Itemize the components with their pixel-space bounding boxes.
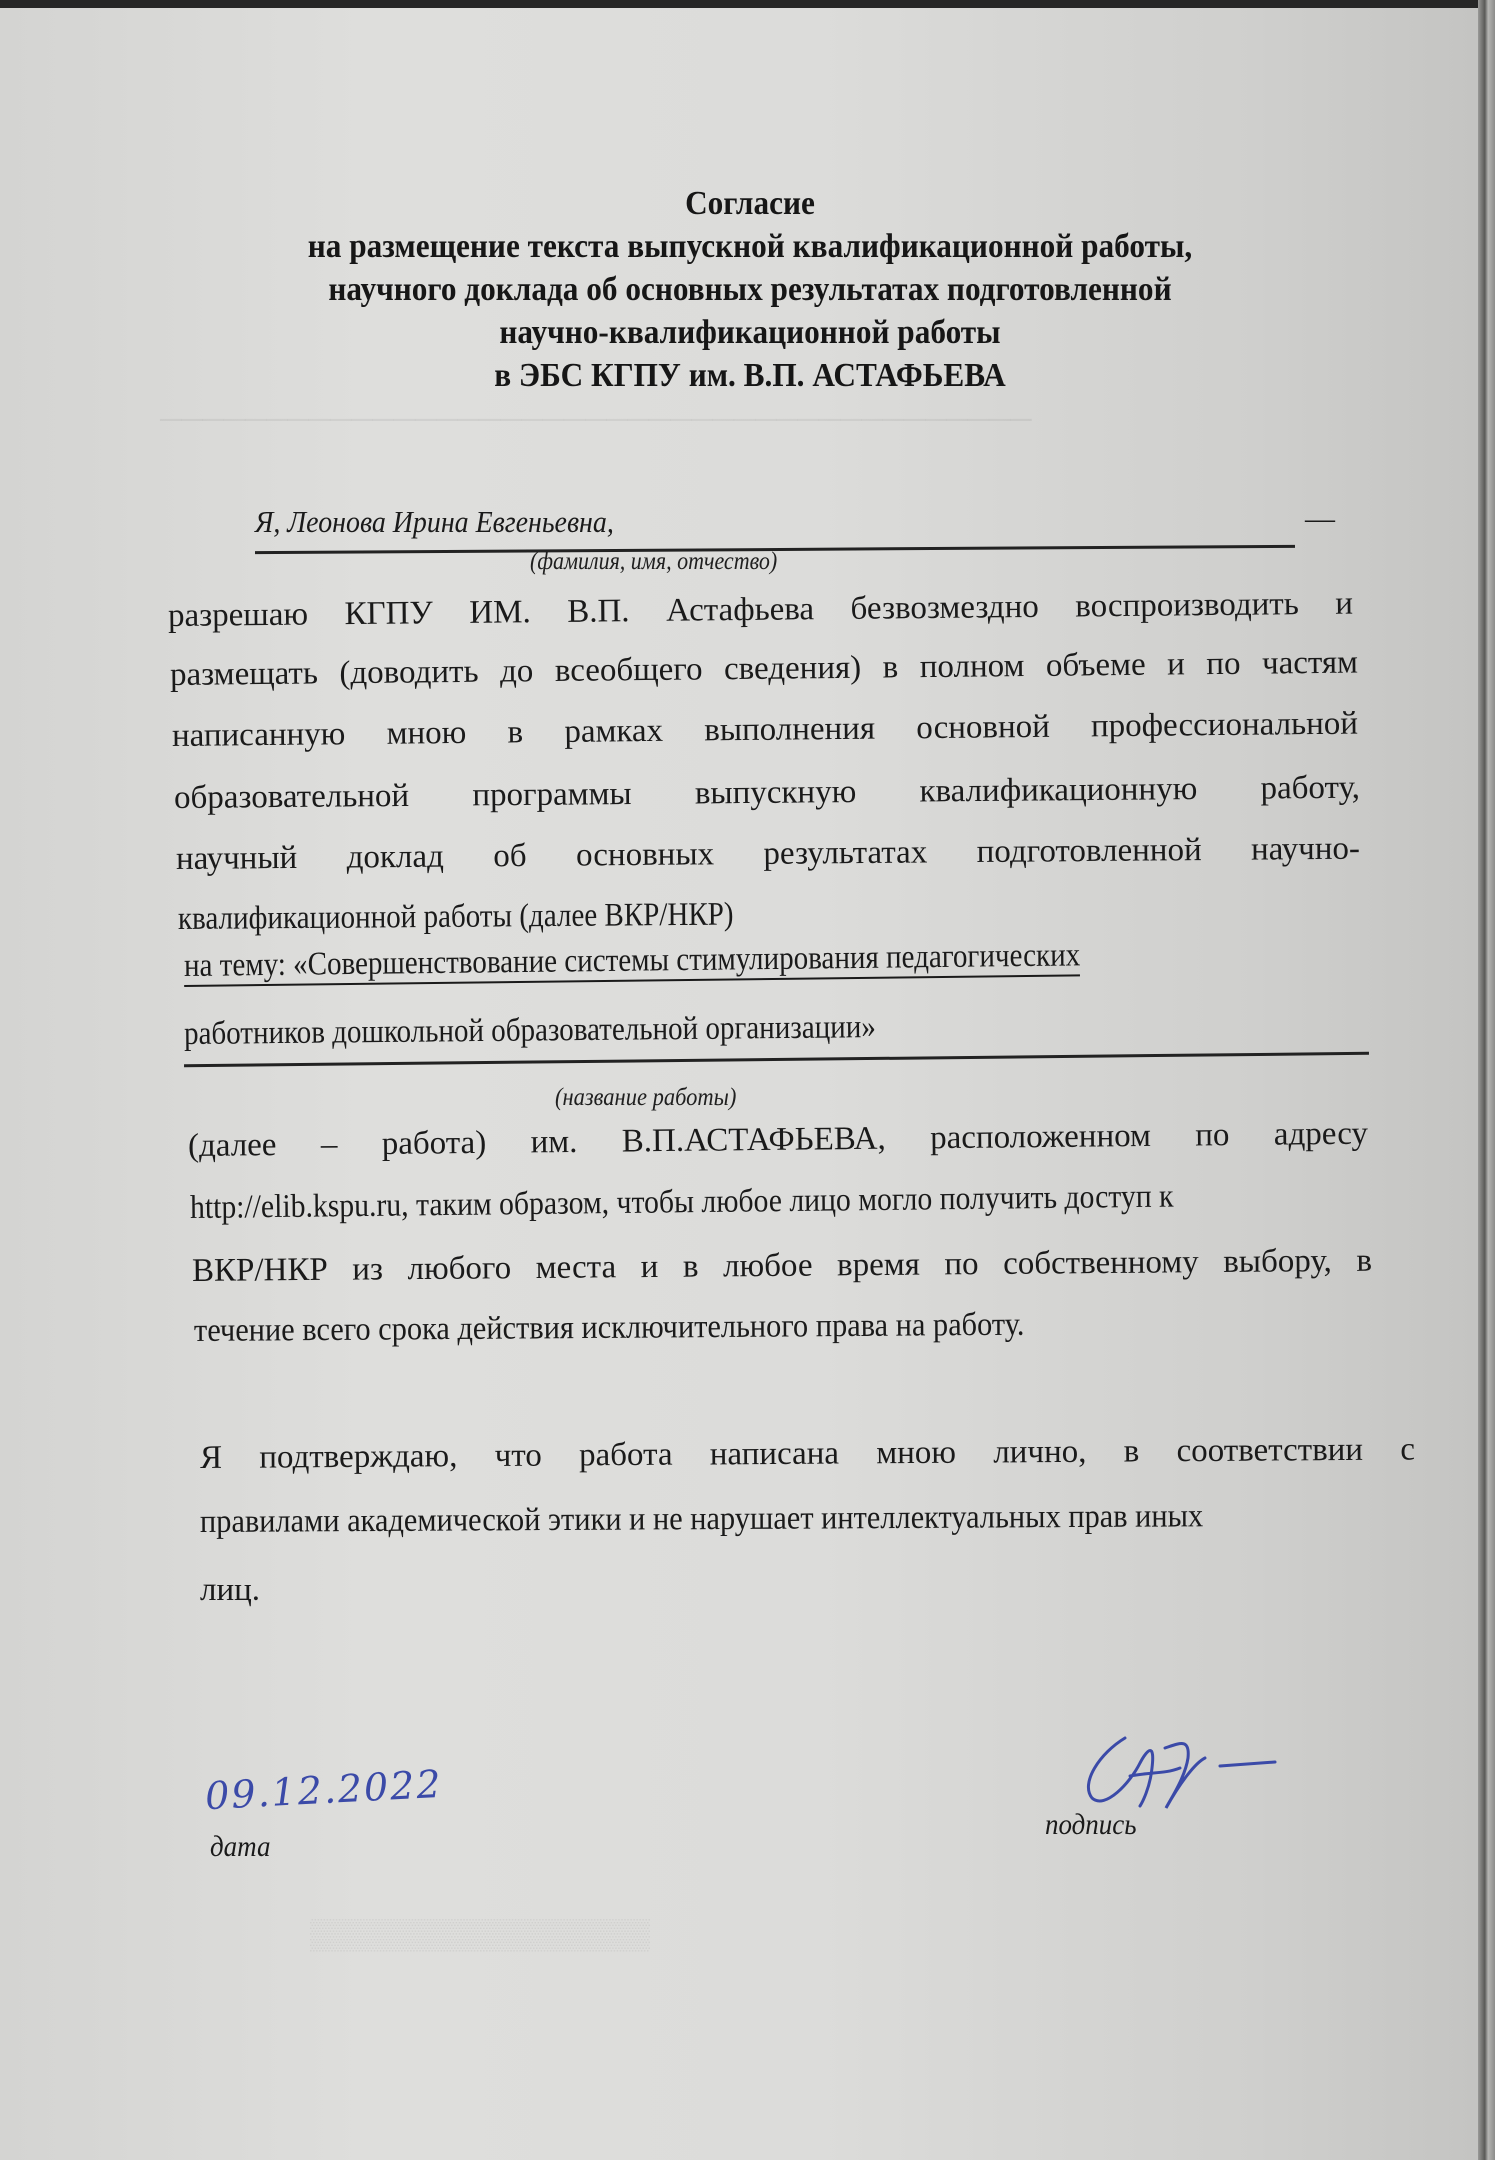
theme-caption: (название работы) <box>555 1084 737 1111</box>
show-through-text: ▒▒▒▒▒▒▒▒▒▒▒▒▒▒▒▒ <box>310 1918 651 1951</box>
paragraph-line: лиц. <box>200 1572 261 1608</box>
title-line: научного доклада об основных результатах подготовленной <box>328 271 1172 308</box>
trailing-dash: — <box>1305 502 1335 535</box>
paragraph-line: правилами академической этики и не нарушает интеллектуальных прав иных <box>199 1498 1204 1540</box>
date-label: дата <box>210 1830 271 1863</box>
show-through-text: ───────────────────────────────────────── <box>160 403 1032 436</box>
title-line: в ЭБС КГПУ им. В.П. АСТАФЬЕВА <box>494 357 1006 394</box>
paper-stack-edge <box>1478 0 1495 2160</box>
full-name: Я, Леонова Ирина Евгеньевна, <box>255 504 614 539</box>
paragraph-line: Я подтверждаю, что работа написана мною лично, в соответствии с <box>199 1431 1416 1476</box>
paragraph-line: написанную мною в рамках выполнения основной профессиональной <box>171 705 1359 754</box>
document-page <box>0 8 1478 2160</box>
paragraph-line: ВКР/НКР из любого места и в любое время по собственному выбору, в <box>191 1242 1373 1289</box>
handwritten-date: 09.12.2022 <box>204 1761 444 1819</box>
paragraph-line: размещать (доводить до всеобщего сведения) в полном объеме и по частям <box>169 644 1359 693</box>
paragraph-line: разрешаю КГПУ ИМ. В.П. Астафьева безвозмездно воспроизводить и <box>167 585 1354 634</box>
name-field <box>255 504 614 540</box>
paragraph-line: течение всего срока действия исключительного права на работу. <box>193 1306 1025 1349</box>
signature-label: подпись <box>1045 1808 1137 1841</box>
document-title <box>272 182 1229 397</box>
paragraph-line: http://elib.kspu.ru, таким образом, чтобы любое лицо могло получить доступ к <box>189 1178 1174 1226</box>
title-line: научно-квалификационной работы <box>499 314 1001 351</box>
signature-icon <box>1070 1728 1330 1818</box>
paragraph-line: научный доклад об основных результатах подготовленной научно- <box>175 830 1361 877</box>
theme-line: работников дошкольной образовательной организации» <box>183 1009 876 1052</box>
name-caption: (фамилия, имя, отчество) <box>530 548 778 575</box>
paragraph-line: образовательной программы выпускную квалификационную работу, <box>173 769 1361 816</box>
title-line: Согласие <box>685 185 815 222</box>
title-line: на размещение текста выпускной квалификационной работы, <box>307 228 1193 265</box>
paragraph-line: (далее – работа) им. В.П.АСТАФЬЕВА, расположенном по адресу <box>187 1115 1369 1164</box>
theme-line: на тему: «Совершенствование системы стимулирования педагогических <box>184 937 1081 987</box>
theme-underline <box>184 1052 1369 1067</box>
paragraph-line: квалификационной работы (далее ВКР/НКР) <box>177 896 734 937</box>
